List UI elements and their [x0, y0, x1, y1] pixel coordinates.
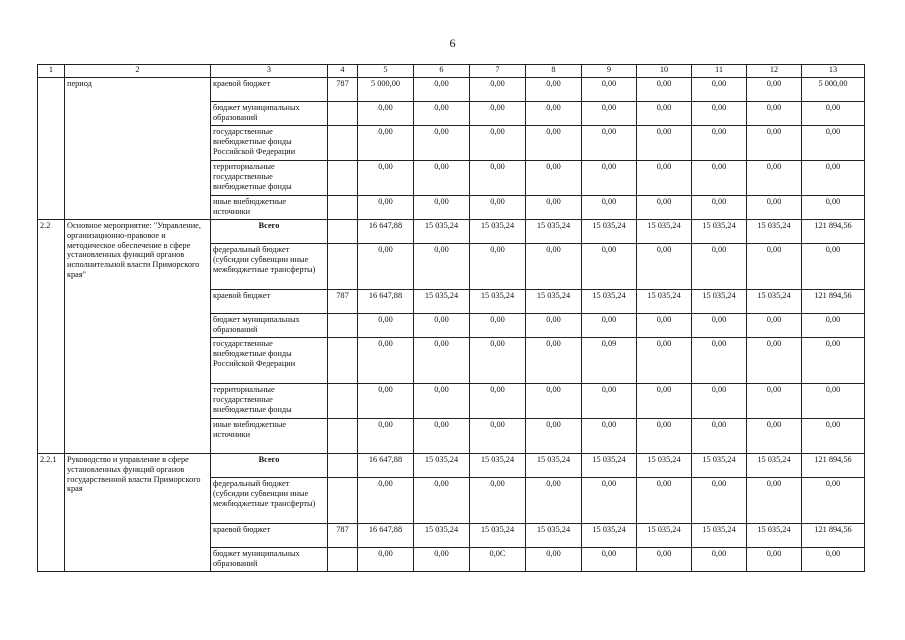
value-cell: 0,00 [582, 478, 637, 524]
value-cell: 0,00 [358, 161, 414, 196]
value-cell: 121 894,56 [802, 454, 865, 478]
value-cell: 0,00 [582, 419, 637, 454]
value-cell: 0,00 [802, 419, 865, 454]
header-row [38, 65, 865, 78]
value-cell: 15 035,24 [637, 220, 692, 244]
value-cell: 0,00 [747, 78, 802, 102]
code-cell: 787 [328, 78, 358, 102]
funding-source: иные внебюджетные источники [211, 196, 328, 220]
value-cell: 0,00 [802, 102, 865, 126]
value-cell: 15 035,24 [637, 454, 692, 478]
column-number-header: 12 [747, 65, 802, 78]
funding-source: государственные внебюджетные фонды Российской Федерации [211, 126, 328, 161]
value-cell: 15 035,24 [582, 454, 637, 478]
value-cell: 0,00 [526, 384, 582, 419]
value-cell: 15 035,24 [582, 290, 637, 314]
value-cell: 121 894,56 [802, 220, 865, 244]
page-number: 6 [449, 36, 456, 50]
value-cell: 15 035,24 [747, 290, 802, 314]
value-cell: 0,00 [692, 244, 747, 290]
value-cell: 0,00 [358, 102, 414, 126]
value-cell: 0,00 [414, 196, 470, 220]
value-cell: 0,00 [802, 196, 865, 220]
value-cell: 0,00 [582, 196, 637, 220]
value-cell: 15 035,24 [414, 290, 470, 314]
value-cell: 0,00 [526, 338, 582, 384]
code-cell [328, 548, 358, 572]
value-cell: 0,00 [414, 244, 470, 290]
item-name: период [65, 78, 211, 220]
value-cell: 16 647,88 [358, 220, 414, 244]
value-cell: 0,00 [414, 314, 470, 338]
funding-source: бюджет муниципальных образований [211, 548, 328, 572]
value-cell: 0,00 [470, 126, 526, 161]
value-cell: 0,00 [637, 78, 692, 102]
value-cell: 0,00 [358, 244, 414, 290]
value-cell: 0,00 [637, 314, 692, 338]
funding-source: краевой бюджет [211, 290, 328, 314]
funding-source: территориальные государственные внебюджетные фонды [211, 384, 328, 419]
value-cell: 0,00 [414, 478, 470, 524]
value-cell: 15 035,24 [747, 454, 802, 478]
value-cell: 0,00 [747, 314, 802, 338]
value-cell: 0,09 [582, 338, 637, 384]
value-cell: 0,0С [470, 548, 526, 572]
value-cell: 15 035,24 [526, 524, 582, 548]
code-cell [328, 478, 358, 524]
value-cell: 0,00 [747, 384, 802, 419]
value-cell: 0,00 [637, 161, 692, 196]
value-cell: 0,00 [747, 548, 802, 572]
value-cell: 0,00 [470, 102, 526, 126]
value-cell: 0,00 [692, 548, 747, 572]
value-cell: 0,00 [414, 419, 470, 454]
value-cell: 0,00 [692, 196, 747, 220]
value-cell: 0,00 [526, 161, 582, 196]
value-cell: 0,00 [470, 196, 526, 220]
value-cell: 15 035,24 [637, 290, 692, 314]
value-cell: 0,00 [526, 548, 582, 572]
value-cell: 0,00 [747, 338, 802, 384]
value-cell: 0,00 [358, 314, 414, 338]
value-cell: 0,00 [414, 102, 470, 126]
value-cell: 0,00 [582, 384, 637, 419]
code-cell: 787 [328, 524, 358, 548]
value-cell: 0,00 [414, 338, 470, 384]
value-cell: 0,00 [802, 314, 865, 338]
budget-table [37, 64, 865, 572]
value-cell: 0,00 [692, 384, 747, 419]
value-cell: 0,00 [747, 478, 802, 524]
column-number-header: 5 [358, 65, 414, 78]
value-cell: 0,00 [526, 78, 582, 102]
value-cell: 0,00 [637, 478, 692, 524]
value-cell: 121 894,56 [802, 290, 865, 314]
value-cell: 16 647,88 [358, 524, 414, 548]
column-number-header: 3 [211, 65, 328, 78]
value-cell: 15 035,24 [470, 454, 526, 478]
value-cell: 0,00 [358, 126, 414, 161]
column-number-header: 6 [414, 65, 470, 78]
value-cell: 0,00 [358, 419, 414, 454]
value-cell: 0,00 [802, 126, 865, 161]
value-cell: 0,00 [692, 78, 747, 102]
value-cell: 0,00 [358, 196, 414, 220]
column-number-header: 9 [582, 65, 637, 78]
value-cell: 0,00 [526, 244, 582, 290]
value-cell: 0,00 [470, 338, 526, 384]
value-cell: 121 894,56 [802, 524, 865, 548]
code-cell [328, 196, 358, 220]
item-name: Руководство и управление в сфере установленных функций органов государственной власти Приморского края [65, 454, 211, 572]
value-cell: 15 035,24 [692, 454, 747, 478]
value-cell: 0,00 [526, 126, 582, 161]
value-cell: 0,00 [637, 196, 692, 220]
value-cell: 0,00 [692, 314, 747, 338]
code-cell [328, 384, 358, 419]
value-cell: 15 035,24 [526, 290, 582, 314]
item-code [38, 78, 65, 220]
value-cell: 0,00 [802, 244, 865, 290]
value-cell: 0,00 [526, 102, 582, 126]
value-cell: 15 035,24 [526, 220, 582, 244]
value-cell: 0,00 [470, 419, 526, 454]
value-cell: 0,00 [747, 419, 802, 454]
code-cell [328, 244, 358, 290]
value-cell: 0,00 [692, 478, 747, 524]
value-cell: 0,00 [358, 548, 414, 572]
funding-source: бюджет муниципальных образований [211, 314, 328, 338]
item-code: 2.2 [38, 220, 65, 454]
value-cell: 0,00 [526, 478, 582, 524]
value-cell: 0,00 [802, 161, 865, 196]
value-cell: 16 647,88 [358, 454, 414, 478]
value-cell: 0,00 [692, 161, 747, 196]
value-cell: 0,00 [358, 478, 414, 524]
value-cell: 0,00 [414, 126, 470, 161]
value-cell: 0,00 [747, 126, 802, 161]
code-cell [328, 314, 358, 338]
value-cell: 16 647,88 [358, 290, 414, 314]
value-cell: 15 035,24 [526, 454, 582, 478]
value-cell: 15 035,24 [692, 290, 747, 314]
value-cell: 0,00 [470, 384, 526, 419]
code-cell [328, 419, 358, 454]
value-cell: 0,00 [582, 161, 637, 196]
value-cell: 0,00 [692, 338, 747, 384]
value-cell: 0,00 [414, 161, 470, 196]
value-cell: 0,00 [802, 548, 865, 572]
column-number-header: 10 [637, 65, 692, 78]
funding-source: федеральный бюджет (субсидии субвенции иные межбюджетные трансферты) [211, 478, 328, 524]
value-cell: 0,00 [358, 384, 414, 419]
value-cell: 5 000,00 [358, 78, 414, 102]
funding-source: иные внебюджетные источники [211, 419, 328, 454]
value-cell: 0,00 [526, 314, 582, 338]
code-cell [328, 161, 358, 196]
funding-source: государственные внебюджетные фонды Российской Федерации [211, 338, 328, 384]
value-cell: 0,00 [692, 419, 747, 454]
column-number-header: 2 [65, 65, 211, 78]
value-cell: 0,00 [637, 126, 692, 161]
value-cell: 0,00 [414, 548, 470, 572]
funding-source: краевой бюджет [211, 524, 328, 548]
code-cell: 787 [328, 290, 358, 314]
column-number-header: 4 [328, 65, 358, 78]
value-cell: 0,00 [582, 126, 637, 161]
value-cell: 0,00 [470, 478, 526, 524]
value-cell: 15 035,24 [414, 524, 470, 548]
value-cell: 0,00 [526, 419, 582, 454]
column-number-header: 8 [526, 65, 582, 78]
value-cell: 0,00 [470, 244, 526, 290]
funding-source: территориальные государственные внебюджетные фонды [211, 161, 328, 196]
value-cell: 0,00 [414, 78, 470, 102]
value-cell: 0,00 [637, 548, 692, 572]
value-cell: 5 000,00 [802, 78, 865, 102]
value-cell: 0,00 [582, 314, 637, 338]
value-cell: 15 035,24 [747, 220, 802, 244]
value-cell: 0,00 [747, 161, 802, 196]
column-number-header: 1 [38, 65, 65, 78]
value-cell: 15 035,24 [582, 220, 637, 244]
value-cell: 0,00 [526, 196, 582, 220]
item-name: Основное мероприятие: "Управление, организационно-правовое и методическое обеспечение в сфере установленных функций органов исполнительной власти Приморского края" [65, 220, 211, 454]
table-row [38, 454, 865, 478]
code-cell [328, 102, 358, 126]
value-cell: 0,00 [747, 102, 802, 126]
value-cell: 0,00 [747, 196, 802, 220]
code-cell [328, 126, 358, 161]
value-cell: 0,00 [747, 244, 802, 290]
value-cell: 0,00 [470, 314, 526, 338]
value-cell: 15 035,24 [582, 524, 637, 548]
funding-source: Всего [211, 454, 328, 478]
value-cell: 0,00 [637, 419, 692, 454]
funding-source: краевой бюджет [211, 78, 328, 102]
funding-source: бюджет муниципальных образований [211, 102, 328, 126]
value-cell: 15 035,24 [414, 454, 470, 478]
value-cell: 0,00 [414, 384, 470, 419]
value-cell: 0,00 [802, 478, 865, 524]
value-cell: 0,00 [582, 102, 637, 126]
value-cell: 0,00 [637, 102, 692, 126]
value-cell: 15 035,24 [470, 220, 526, 244]
column-number-header: 7 [470, 65, 526, 78]
code-cell [328, 454, 358, 478]
value-cell: 0,00 [582, 78, 637, 102]
code-cell [328, 220, 358, 244]
column-number-header: 11 [692, 65, 747, 78]
value-cell: 15 035,24 [692, 524, 747, 548]
value-cell: 0,00 [802, 384, 865, 419]
table-row [38, 78, 865, 102]
funding-source: федеральный бюджет (субсидии субвенции иные межбюджетные трансферты) [211, 244, 328, 290]
value-cell: 0,00 [692, 102, 747, 126]
value-cell: 0,00 [637, 384, 692, 419]
item-code: 2.2.1 [38, 454, 65, 572]
value-cell: 0,00 [470, 78, 526, 102]
value-cell: 15 035,24 [470, 290, 526, 314]
value-cell: 0,00 [692, 126, 747, 161]
value-cell: 0,00 [582, 548, 637, 572]
value-cell: 15 035,24 [414, 220, 470, 244]
value-cell: 0,00 [802, 338, 865, 384]
funding-source: Всего [211, 220, 328, 244]
value-cell: 0,00 [470, 161, 526, 196]
value-cell: 15 035,24 [692, 220, 747, 244]
value-cell: 15 035,24 [637, 524, 692, 548]
code-cell [328, 338, 358, 384]
value-cell: 15 035,24 [470, 524, 526, 548]
value-cell: 0,00 [637, 244, 692, 290]
column-number-header: 13 [802, 65, 865, 78]
value-cell: 15 035,24 [747, 524, 802, 548]
value-cell: 0,00 [582, 244, 637, 290]
table-row [38, 220, 865, 244]
value-cell: 0,00 [637, 338, 692, 384]
value-cell: 0,00 [358, 338, 414, 384]
